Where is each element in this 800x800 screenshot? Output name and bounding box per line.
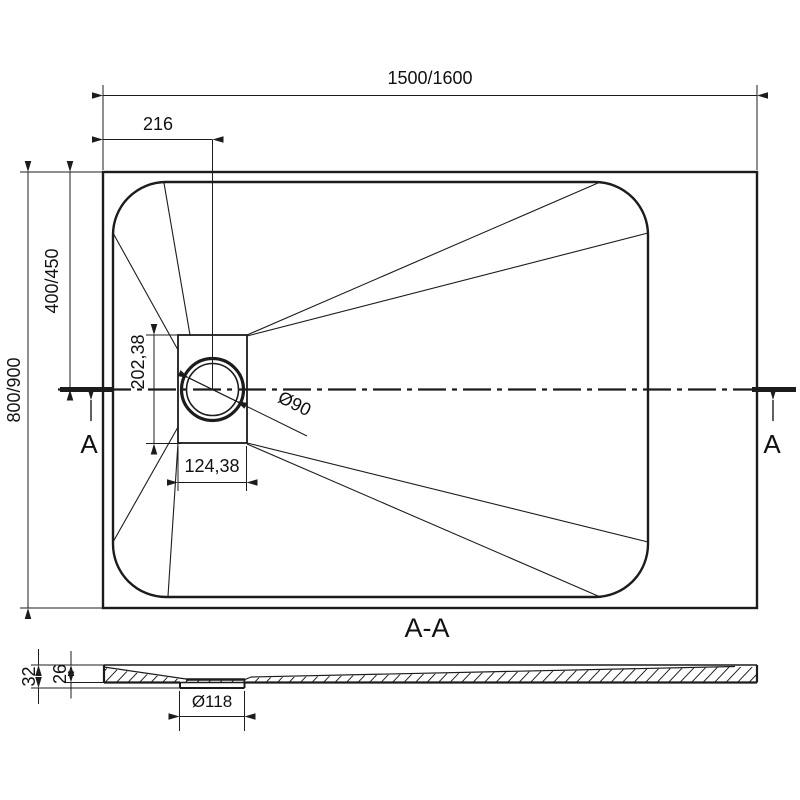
section-label-right: A	[763, 429, 781, 459]
drain-box-width-label: 124,38	[184, 456, 240, 476]
section-label-left: A	[80, 429, 98, 459]
dim-drain-hole	[180, 691, 245, 731]
dim-drain-offset	[103, 114, 213, 140]
section-rim-height-label: 26	[50, 663, 70, 685]
section-title: A-A	[404, 613, 450, 643]
hatch-line	[759, 664, 778, 684]
drain-hole-label: Ø118	[191, 692, 233, 711]
overall-height-label: 800/900	[4, 357, 24, 423]
overall-width-label: 1500/1600	[387, 68, 473, 88]
dim-overall-width	[103, 68, 757, 170]
dim-center-from-top	[42, 172, 70, 390]
center-from-top-label: 400/450	[42, 248, 62, 314]
dim-section-rim-height	[50, 651, 104, 699]
drain-box-height-label: 202,38	[128, 334, 148, 390]
drain-offset-label: 216	[142, 114, 174, 134]
drain-diameter-label: Ø90	[274, 387, 315, 421]
section-view	[19, 613, 778, 731]
section-overall-height-label: 32	[19, 666, 39, 687]
top-view	[4, 68, 796, 608]
